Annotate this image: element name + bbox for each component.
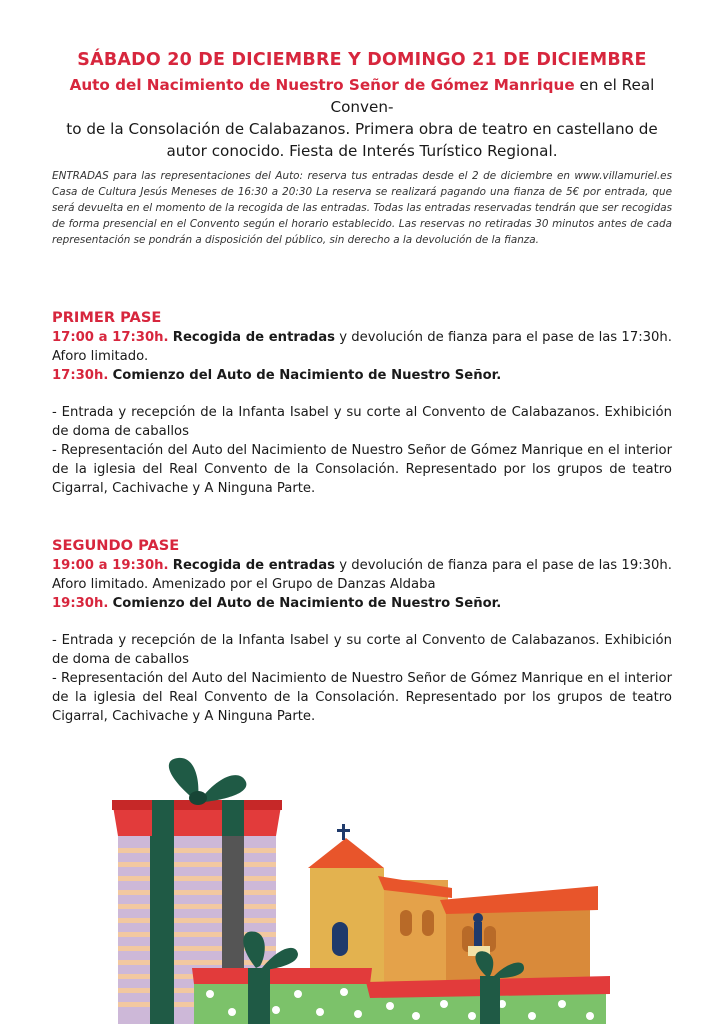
session-title: SEGUNDO PASE (52, 537, 180, 554)
session-slot-start (52, 594, 672, 613)
header (40, 50, 684, 162)
slot-bold: Recogida de entradas (172, 330, 335, 345)
session-slot-start (52, 366, 672, 385)
session-slot-pickup (52, 556, 672, 594)
slot-rest: y devolución de fianza para el pase de las 19:30h. Aforo limitado. Amenizado por el Grupo de Danzas Aldaba (52, 558, 672, 592)
slot-time: 17:00 a 17:30h. (52, 330, 169, 345)
intro-line1-rest: en el Real Conven- (330, 76, 655, 116)
slot-rest: y devolución de fianza para el pase de las 17:30h. Aforo limitado. (52, 330, 672, 364)
tickets-info: ENTRADAS para las representaciones del Auto: reserva tus entradas desde el 2 de diciembre en www.villamuriel.es Casa de Cultura Jesús Meneses de 16:30 a 20:30 La reserva se realizará pagando una fianza de 5€ por entrada, que será devuelta en el momento de la recogida de las entradas. Todas las entradas reservadas tendrán que ser recogidas de forma presencial en el Convento según el horario establecido. Las reservas no retiradas 30 minutos antes de cada representación se pondrán a disposición del público, sin derecho a la devolución de la fianza. (52, 170, 672, 246)
slot-time: 19:00 a 19:30h. (52, 558, 169, 573)
gifts-convent-illustration (100, 750, 620, 1024)
slot-bold: Recogida de entradas (172, 558, 335, 573)
convent-building-icon (308, 824, 598, 984)
slot-bold: Comienzo del Auto de Nacimiento de Nuestro Señor. (112, 368, 502, 383)
intro-highlight: Auto del Nacimiento de Nuestro Señor de Gómez Manrique (69, 76, 575, 94)
slot-bold: Comienzo del Auto de Nacimiento de Nuestro Señor. (112, 596, 502, 611)
session-item: - Representación del Auto del Nacimiento de Nuestro Señor de Gómez Manrique en el interior de la iglesia del Real Convento de la Consolación. Representado por los grupos de teatro Cigarral, Cachivache y A Ninguna Parte. (52, 671, 672, 724)
session-first (52, 308, 672, 498)
session-title: PRIMER PASE (52, 309, 162, 326)
slot-time: 17:30h. (52, 368, 109, 383)
intro-paragraph (40, 74, 684, 162)
intro-line2: to de la Consolación de Calabazanos. Primera obra de teatro en castellano de (66, 120, 658, 138)
session-second (52, 536, 672, 726)
session-item: - Entrada y recepción de la Infanta Isabel y su corte al Convento de Calabazanos. Exhibición de doma de caballos (52, 405, 672, 439)
session-slot-pickup (52, 328, 672, 366)
date-title: SÁBADO 20 DE DICIEMBRE Y DOMINGO 21 DE DICIEMBRE (77, 50, 647, 70)
intro-line3: autor conocido. Fiesta de Interés Turístico Regional. (166, 142, 558, 160)
session-item: - Representación del Auto del Nacimiento de Nuestro Señor de Gómez Manrique en el interior de la iglesia del Real Convento de la Consolación. Representado por los grupos de teatro Cigarral, Cachivache y A Ninguna Parte. (52, 443, 672, 496)
session-item: - Entrada y recepción de la Infanta Isabel y su corte al Convento de Calabazanos. Exhibición de doma de caballos (52, 633, 672, 667)
slot-time: 19:30h. (52, 596, 109, 611)
